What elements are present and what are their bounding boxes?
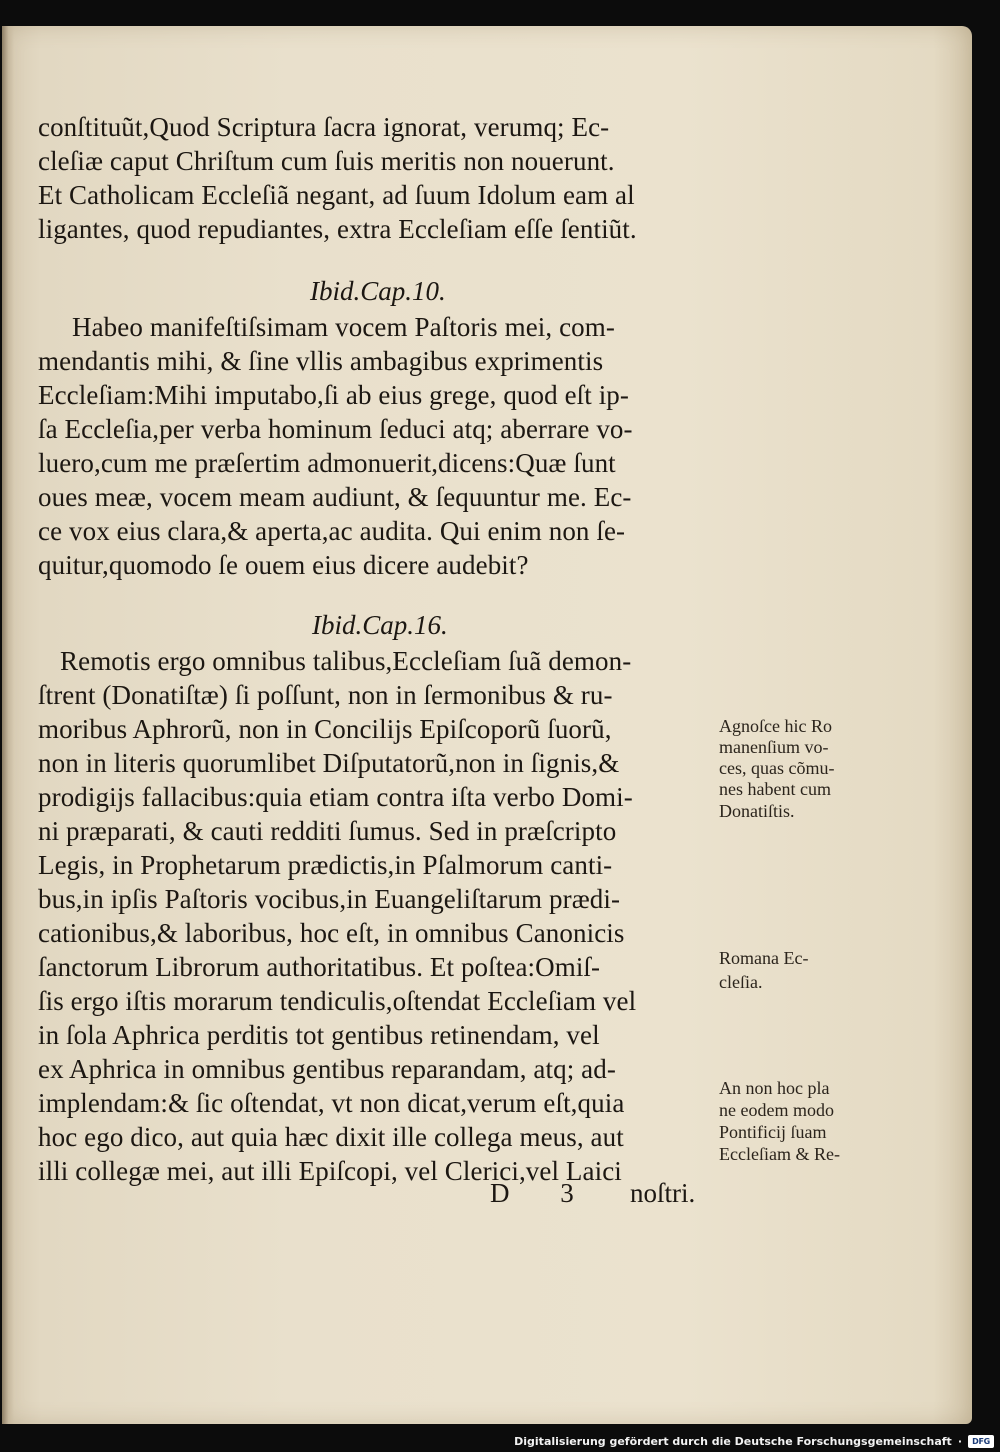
body-line: non in literis quorumlibet Diſputatorũ,non in ſignis,& bbox=[38, 748, 620, 778]
body-line: luero,cum me præſertim admonuerit,dicens:Quæ ſunt bbox=[38, 448, 616, 478]
body-line: hoc ego dico, aut quia hæc dixit ille collega meus, aut bbox=[38, 1122, 624, 1152]
body-line: ligantes, quod repudiantes, extra Eccleſiam eſſe ſentiũt. bbox=[38, 214, 637, 244]
marginal-note-3-line: An non hoc pla bbox=[719, 1078, 830, 1098]
body-line: quitur,quomodo ſe ouem eius dicere audebit? bbox=[38, 550, 529, 580]
body-line: Remotis ergo omnibus talibus,Eccleſiam ſuã demon- bbox=[60, 646, 632, 676]
digitization-credit-bar bbox=[514, 1430, 1000, 1452]
body-line: mendantis mihi, & ſine vllis ambagibus exprimentis bbox=[38, 346, 604, 376]
body-line: cationibus,& laboribus, hoc eſt, in omnibus Canonicis bbox=[38, 918, 625, 948]
body-line: cleſiæ caput Chriſtum cum ſuis meritis non nouerunt. bbox=[38, 146, 615, 176]
body-line: conſtituũt,Quod Scriptura ſacra ignorat, verumq; Ec- bbox=[38, 112, 610, 142]
marginal-note-1-line: nes habent cum bbox=[719, 779, 831, 799]
body-line: ſa Eccleſia,per verba hominum ſeduci atq; aberrare vo- bbox=[38, 414, 633, 444]
body-line: ſanctorum Librorum authoritatibus. Et poſtea:Omiſ- bbox=[38, 952, 601, 982]
dfg-logo-text: DFG bbox=[972, 1436, 990, 1446]
body-line: moribus Aphrorũ, non in Concilijs Epiſcoporũ ſuorũ, bbox=[38, 714, 612, 744]
body-line: implendam:& ſic oſtendat, vt non dicat,verum eſt,quia bbox=[38, 1088, 625, 1118]
catchword: noſtri. bbox=[630, 1178, 696, 1208]
digitization-credit-text: Digitalisierung gefördert durch die Deutsche Forschungsgemeinschaft bbox=[514, 1434, 952, 1448]
marginal-note-3-line: Pontificij ſuam bbox=[719, 1122, 827, 1142]
scanned-page bbox=[2, 26, 972, 1424]
page-binding-edge bbox=[2, 26, 14, 1424]
section-heading-1: Ibid.Cap.10. bbox=[310, 276, 446, 306]
marginal-note-1-line: manenſium vo- bbox=[719, 737, 829, 757]
marginal-note-1-line: Agnoſce hic Ro bbox=[719, 716, 832, 736]
marginal-note-3-line: Eccleſiam & Re- bbox=[719, 1144, 840, 1164]
body-line: illi collegæ mei, aut illi Epiſcopi, vel Clerici,vel Laici bbox=[38, 1156, 622, 1186]
body-line: ex Aphrica in omnibus gentibus reparandam, atq; ad- bbox=[38, 1054, 616, 1084]
body-line: Legis, in Prophetarum prædictis,in Pſalmorum canti- bbox=[38, 850, 613, 880]
body-line: ni præparati, & cauti redditi ſumus. Sed in præſcripto bbox=[38, 816, 617, 846]
marginal-note-1-line: Donatiſtis. bbox=[719, 801, 795, 821]
marginal-note-1-line: ces, quas cõmu- bbox=[719, 758, 835, 778]
dfg-logo-icon bbox=[968, 1435, 994, 1448]
marginal-note-2-line: Romana Ec- bbox=[719, 948, 809, 968]
marginal-note-2-line: cleſia. bbox=[719, 972, 763, 992]
body-line: ſtrent (Donatiſtæ) ſi poſſunt, non in ſermonibus & ru- bbox=[38, 680, 613, 710]
body-line: Eccleſiam:Mihi imputabo,ſi ab eius grege, quod eſt ip- bbox=[38, 380, 630, 410]
section-heading-2: Ibid.Cap.16. bbox=[312, 610, 448, 640]
body-line: ce vox eius clara,& aperta,ac audita. Qui enim non ſe- bbox=[38, 516, 626, 546]
body-line: Et Catholicam Eccleſiã negant, ad ſuum Idolum eam al bbox=[38, 180, 635, 210]
body-line: bus,in ipſis Paſtoris vocibus,in Euangeliſtarum prædi- bbox=[38, 884, 621, 914]
body-line: oues meæ, vocem meam audiunt, & ſequuntur me. Ec- bbox=[38, 482, 632, 512]
body-line: prodigijs fallacibus:quia etiam contra iſta verbo Domi- bbox=[38, 782, 633, 812]
body-line: ſis ergo iſtis morarum tendiculis,oſtendat Eccleſiam vel bbox=[38, 986, 637, 1016]
marginal-note-3-line: ne eodem modo bbox=[719, 1100, 834, 1120]
body-line: in ſola Aphrica perditis tot gentibus retinendam, vel bbox=[38, 1020, 600, 1050]
body-line: Habeo manifeſtiſsimam vocem Paſtoris mei, com- bbox=[72, 312, 615, 342]
credit-separator: · bbox=[957, 1434, 962, 1448]
signature-mark: D 3 bbox=[490, 1178, 596, 1208]
